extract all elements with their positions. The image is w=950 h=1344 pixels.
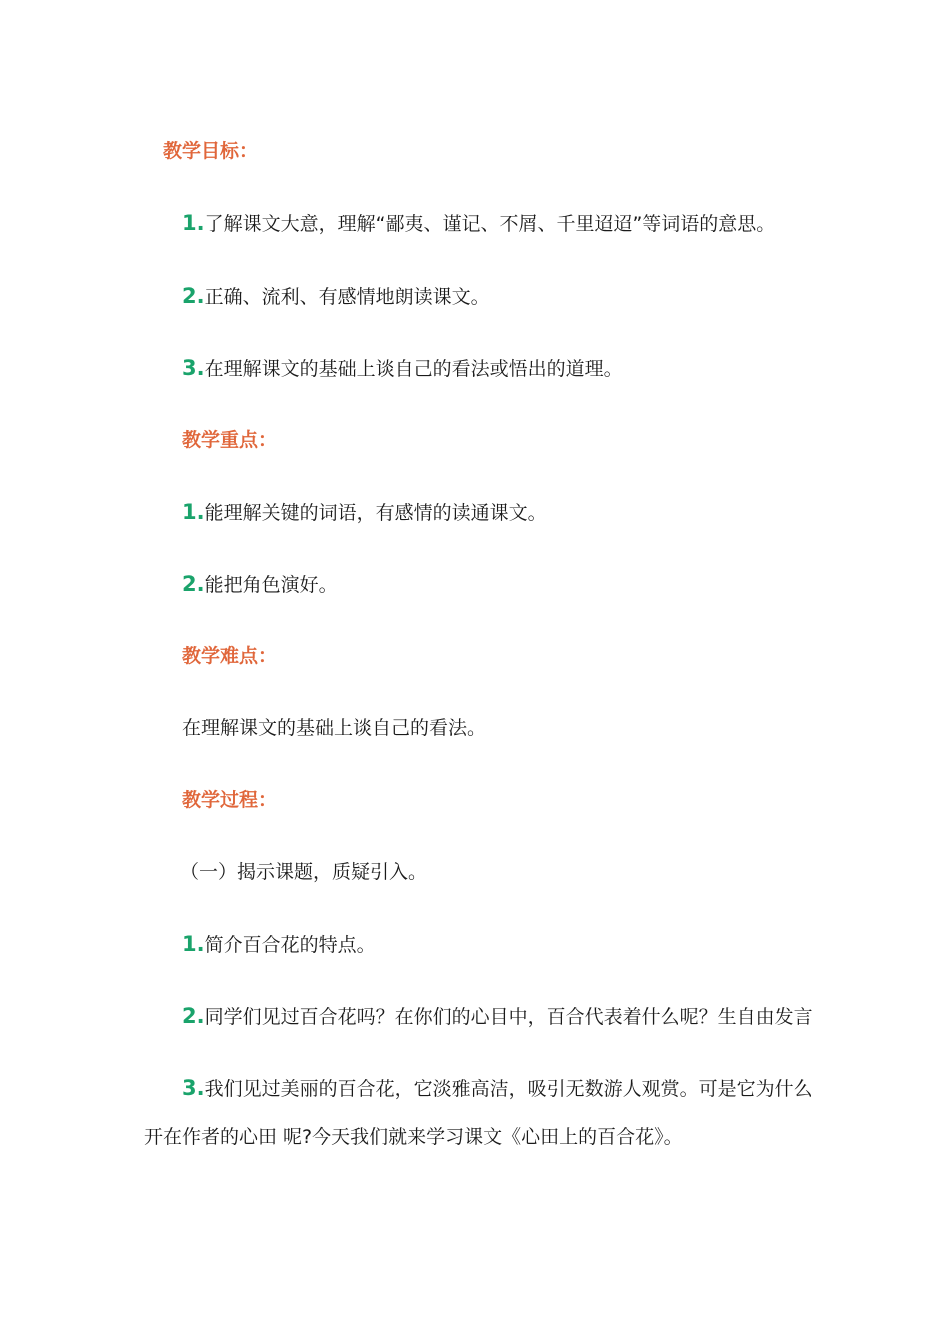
process-heading: 教学过程： [182,789,278,811]
process-item-3 [182,1075,813,1102]
item-number: 2. [182,284,205,308]
process-item-1 [182,931,376,958]
item-text: 了解课文大意，理解“鄙夷、谨记、不屑、千里迢迢”等词语的意思。 [204,213,776,235]
item-text: 在理解课文的基础上谈自己的看法或悟出的道理。 [204,358,623,380]
item-number: 2. [182,1004,205,1028]
item-text: 简介百合花的特点。 [204,934,376,956]
item-number: 3. [182,356,205,380]
item-text: 能把角色演好。 [204,574,338,596]
item-text: 能理解关键的词语，有感情的读通课文。 [204,502,547,524]
item-number: 1. [182,211,205,235]
objective-item-2 [182,283,490,310]
item-text: 同学们见过百合花吗？在你们的心目中，百合代表着什么呢？生自由发言 [204,1006,813,1028]
key-point-item-1 [182,499,547,526]
item-number: 1. [182,932,205,956]
objectives-heading: 教学目标： [163,140,259,162]
item-number: 1. [182,500,205,524]
key-point-item-2 [182,571,338,598]
objective-item-3 [182,355,623,382]
key-points-heading: 教学重点： [182,429,278,451]
process-item-2 [182,1003,813,1030]
item-text: 我们见过美丽的百合花，它淡雅高洁，吸引无数游人观赏。可是它为什么 [204,1078,813,1100]
process-section-title: （一）揭示课题，质疑引入。 [180,861,428,883]
objective-item-1 [182,210,775,237]
item-number: 2. [182,572,205,596]
item-text: 正确、流利、有感情地朗读课文。 [204,286,490,308]
item-number: 3. [182,1076,205,1100]
difficulties-heading: 教学难点： [182,645,278,667]
difficulties-text: 在理解课文的基础上谈自己的看法。 [182,717,487,739]
process-item-3-continuation: 开在作者的心田 呢?今天我们就来学习课文《心田上的百合花》。 [144,1126,683,1148]
